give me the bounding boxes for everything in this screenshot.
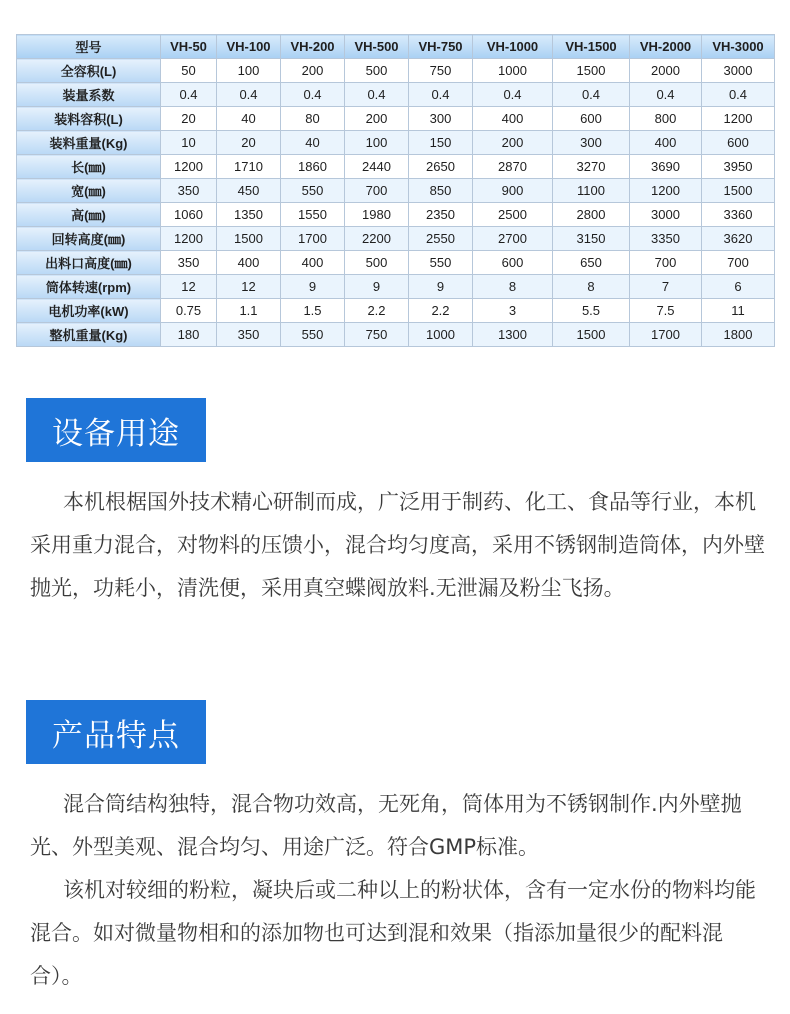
table-cell: 0.4 bbox=[281, 83, 345, 107]
table-cell: 750 bbox=[345, 323, 409, 347]
table-cell: 500 bbox=[345, 59, 409, 83]
table-cell: 350 bbox=[161, 179, 217, 203]
table-cell: 0.4 bbox=[161, 83, 217, 107]
table-cell: 80 bbox=[281, 107, 345, 131]
table-cell: 550 bbox=[409, 251, 473, 275]
table-cell: 400 bbox=[281, 251, 345, 275]
table-cell: 1.5 bbox=[281, 299, 345, 323]
model-header-cell: VH-1000 bbox=[473, 35, 553, 59]
table-cell: 2.2 bbox=[409, 299, 473, 323]
table-cell: 600 bbox=[553, 107, 630, 131]
table-row bbox=[17, 83, 775, 107]
row-label: 筒体转速(rpm) bbox=[17, 275, 161, 299]
table-cell: 400 bbox=[217, 251, 281, 275]
table-row bbox=[17, 179, 775, 203]
table-cell: 3000 bbox=[630, 203, 702, 227]
table-cell: 1860 bbox=[281, 155, 345, 179]
table-cell: 1200 bbox=[161, 155, 217, 179]
table-cell: 1200 bbox=[161, 227, 217, 251]
table-cell: 3360 bbox=[702, 203, 775, 227]
table-cell: 1500 bbox=[217, 227, 281, 251]
model-header-cell: VH-1500 bbox=[553, 35, 630, 59]
table-cell: 8 bbox=[473, 275, 553, 299]
model-header-cell: VH-200 bbox=[281, 35, 345, 59]
table-cell: 1710 bbox=[217, 155, 281, 179]
table-cell: 11 bbox=[702, 299, 775, 323]
table-cell: 2650 bbox=[409, 155, 473, 179]
table-cell: 9 bbox=[281, 275, 345, 299]
table-row bbox=[17, 107, 775, 131]
table-cell: 12 bbox=[217, 275, 281, 299]
table-cell: 1060 bbox=[161, 203, 217, 227]
table-cell: 0.4 bbox=[702, 83, 775, 107]
table-row bbox=[17, 227, 775, 251]
table-cell: 200 bbox=[281, 59, 345, 83]
table-cell: 40 bbox=[217, 107, 281, 131]
table-cell: 3270 bbox=[553, 155, 630, 179]
row-label: 装量系数 bbox=[17, 83, 161, 107]
model-header-cell: VH-100 bbox=[217, 35, 281, 59]
table-header-row bbox=[17, 35, 775, 59]
model-header-cell: VH-50 bbox=[161, 35, 217, 59]
table-body bbox=[17, 59, 775, 347]
table-cell: 1500 bbox=[702, 179, 775, 203]
table-cell: 850 bbox=[409, 179, 473, 203]
table-cell: 3350 bbox=[630, 227, 702, 251]
row-label: 宽(㎜) bbox=[17, 179, 161, 203]
table-row bbox=[17, 203, 775, 227]
table-cell: 2700 bbox=[473, 227, 553, 251]
table-cell: 200 bbox=[473, 131, 553, 155]
table-cell: 800 bbox=[630, 107, 702, 131]
row-label: 回转高度(㎜) bbox=[17, 227, 161, 251]
table-cell: 150 bbox=[409, 131, 473, 155]
model-header-label: 型号 bbox=[17, 35, 161, 59]
table-cell: 0.4 bbox=[630, 83, 702, 107]
table-cell: 100 bbox=[217, 59, 281, 83]
features-section-title: 产品特点 bbox=[26, 700, 206, 764]
row-label: 电机功率(kW) bbox=[17, 299, 161, 323]
model-header-cell: VH-750 bbox=[409, 35, 473, 59]
table-cell: 400 bbox=[630, 131, 702, 155]
table-cell: 500 bbox=[345, 251, 409, 275]
table-cell: 3150 bbox=[553, 227, 630, 251]
table-cell: 2.2 bbox=[345, 299, 409, 323]
table-row bbox=[17, 131, 775, 155]
table-cell: 2000 bbox=[630, 59, 702, 83]
table-cell: 350 bbox=[161, 251, 217, 275]
table-row bbox=[17, 155, 775, 179]
usage-paragraph: 本机根椐国外技术精心研制而成，广泛用于制药、化工、食品等行业，本机采用重力混合，对物料的压馈小，混合均匀度高，采用不锈钢制造筒体，内外壁抛光，功耗小，清洗便，采用真空蝶阀放料.无泄漏及粉尘飞扬。 bbox=[30, 490, 765, 600]
table-cell: 1980 bbox=[345, 203, 409, 227]
table-cell: 6 bbox=[702, 275, 775, 299]
row-label: 高(㎜) bbox=[17, 203, 161, 227]
table-cell: 1100 bbox=[553, 179, 630, 203]
table-cell: 0.4 bbox=[345, 83, 409, 107]
table-cell: 400 bbox=[473, 107, 553, 131]
features-paragraph-2: 该机对较细的粉粒，凝块后或二种以上的粉状体，含有一定水份的物料均能混合。如对微量物相和的添加物也可达到混和效果（指添加量很少的配料混合）。 bbox=[30, 878, 756, 988]
table-cell: 0.4 bbox=[473, 83, 553, 107]
table-cell: 12 bbox=[161, 275, 217, 299]
table-cell: 1350 bbox=[217, 203, 281, 227]
table-row bbox=[17, 323, 775, 347]
table-cell: 700 bbox=[345, 179, 409, 203]
table-cell: 3950 bbox=[702, 155, 775, 179]
table-cell: 0.4 bbox=[217, 83, 281, 107]
spec-table bbox=[16, 34, 775, 347]
row-label: 出料口高度(㎜) bbox=[17, 251, 161, 275]
table-cell: 1200 bbox=[702, 107, 775, 131]
table-cell: 450 bbox=[217, 179, 281, 203]
table-cell: 2350 bbox=[409, 203, 473, 227]
table-cell: 1700 bbox=[630, 323, 702, 347]
table-cell: 1000 bbox=[409, 323, 473, 347]
table-cell: 1300 bbox=[473, 323, 553, 347]
table-cell: 2200 bbox=[345, 227, 409, 251]
table-cell: 1800 bbox=[702, 323, 775, 347]
table-cell: 7.5 bbox=[630, 299, 702, 323]
table-cell: 0.75 bbox=[161, 299, 217, 323]
table-cell: 3000 bbox=[702, 59, 775, 83]
table-cell: 7 bbox=[630, 275, 702, 299]
table-cell: 1700 bbox=[281, 227, 345, 251]
table-cell: 100 bbox=[345, 131, 409, 155]
table-cell: 50 bbox=[161, 59, 217, 83]
table-cell: 350 bbox=[217, 323, 281, 347]
table-cell: 10 bbox=[161, 131, 217, 155]
table-cell: 180 bbox=[161, 323, 217, 347]
row-label: 装料重量(Kg) bbox=[17, 131, 161, 155]
table-cell: 20 bbox=[217, 131, 281, 155]
table-cell: 1500 bbox=[553, 59, 630, 83]
table-cell: 40 bbox=[281, 131, 345, 155]
table-cell: 2870 bbox=[473, 155, 553, 179]
model-header-cell: VH-3000 bbox=[702, 35, 775, 59]
table-cell: 9 bbox=[409, 275, 473, 299]
table-cell: 0.4 bbox=[553, 83, 630, 107]
model-header-cell: VH-2000 bbox=[630, 35, 702, 59]
table-cell: 2800 bbox=[553, 203, 630, 227]
row-label: 长(㎜) bbox=[17, 155, 161, 179]
table-row bbox=[17, 275, 775, 299]
table-cell: 550 bbox=[281, 323, 345, 347]
features-paragraph-1: 混合筒结构独特，混合物功效高，无死角，筒体用为不锈钢制作.内外壁抛光、外型美观、混合均匀、用途广泛。符合GMP标准。 bbox=[30, 792, 742, 859]
table-cell: 3690 bbox=[630, 155, 702, 179]
table-cell: 1.1 bbox=[217, 299, 281, 323]
model-header-cell: VH-500 bbox=[345, 35, 409, 59]
table-cell: 700 bbox=[702, 251, 775, 275]
table-row bbox=[17, 59, 775, 83]
table-cell: 2440 bbox=[345, 155, 409, 179]
table-row bbox=[17, 299, 775, 323]
row-label: 装料容积(L) bbox=[17, 107, 161, 131]
table-cell: 700 bbox=[630, 251, 702, 275]
row-label: 全容积(L) bbox=[17, 59, 161, 83]
table-cell: 3 bbox=[473, 299, 553, 323]
table-cell: 900 bbox=[473, 179, 553, 203]
table-cell: 1500 bbox=[553, 323, 630, 347]
table-cell: 600 bbox=[473, 251, 553, 275]
table-cell: 1000 bbox=[473, 59, 553, 83]
table-cell: 750 bbox=[409, 59, 473, 83]
table-cell: 300 bbox=[409, 107, 473, 131]
table-cell: 550 bbox=[281, 179, 345, 203]
row-label: 整机重量(Kg) bbox=[17, 323, 161, 347]
table-cell: 200 bbox=[345, 107, 409, 131]
table-cell: 5.5 bbox=[553, 299, 630, 323]
table-row bbox=[17, 251, 775, 275]
table-cell: 600 bbox=[702, 131, 775, 155]
table-cell: 20 bbox=[161, 107, 217, 131]
table-cell: 8 bbox=[553, 275, 630, 299]
table-cell: 650 bbox=[553, 251, 630, 275]
table-cell: 3620 bbox=[702, 227, 775, 251]
table-cell: 2550 bbox=[409, 227, 473, 251]
table-cell: 2500 bbox=[473, 203, 553, 227]
table-cell: 1200 bbox=[630, 179, 702, 203]
usage-section-title: 设备用途 bbox=[26, 398, 206, 462]
table-cell: 9 bbox=[345, 275, 409, 299]
table-cell: 300 bbox=[553, 131, 630, 155]
table-cell: 1550 bbox=[281, 203, 345, 227]
table-cell: 0.4 bbox=[409, 83, 473, 107]
